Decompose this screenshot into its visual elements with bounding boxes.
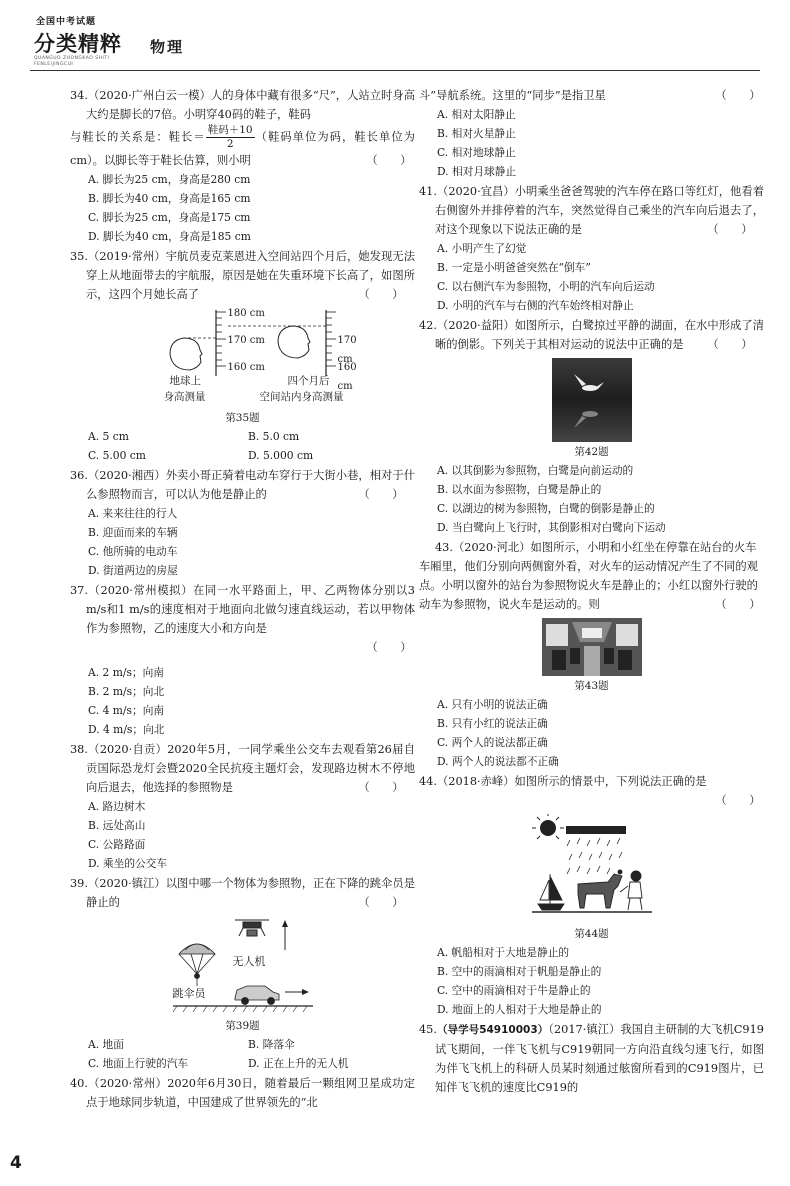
q35-option-c: C. 5.00 cm bbox=[88, 449, 146, 462]
q42-option-c: C. 以湖边的树为参照物，白鹭的倒影是静止的 bbox=[437, 502, 655, 515]
q42-option-a: A. 以其倒影为参照物，白鹭是向前运动的 bbox=[437, 464, 634, 477]
q43-train-photo bbox=[542, 618, 642, 676]
cow-icon bbox=[578, 870, 622, 908]
q34-line1: 34.（2020·广州白云一模）人的身体中藏有很多“尺”，人站立时身高大约是脚长的7倍。小明穿40码的鞋子，鞋码 bbox=[70, 89, 415, 121]
q43-figure bbox=[542, 618, 642, 676]
q36-option-b: B. 迎面而来的车辆 bbox=[88, 526, 178, 539]
q36-answer-paren: （ ） bbox=[358, 488, 404, 501]
q34-answer-paren: （ ） bbox=[366, 154, 412, 167]
q44-option-d: D. 地面上的人相对于大地是静止的 bbox=[437, 1003, 602, 1016]
q39-option-c: C. 地面上行驶的汽车 bbox=[88, 1057, 189, 1070]
q43-option-c: C. 两个人的说法都正确 bbox=[437, 736, 548, 749]
q39-option-b: B. 降落伞 bbox=[248, 1038, 295, 1051]
person-icon bbox=[620, 871, 642, 910]
q34-numerator: 鞋码＋10 bbox=[207, 124, 253, 136]
q45-guide-tag: （导学号54910003） bbox=[436, 1024, 549, 1036]
q40-option-a: A. 相对太阳静止 bbox=[437, 108, 516, 121]
page-number: 4 bbox=[10, 1153, 22, 1173]
q35-label-160-right: 160 cm bbox=[337, 362, 357, 392]
parachute-icon bbox=[179, 944, 215, 986]
q40-text: 40.（2020·常州）2020年6月30日，随着最后一颗组网卫星成功定点于地球同步轨道，中国建成了世界领先的“北 bbox=[70, 1077, 415, 1109]
q39-figure bbox=[173, 916, 313, 1016]
q41-option-c: C. 以右侧汽车为参照物，小明的汽车向后运动 bbox=[437, 280, 655, 293]
question-37 bbox=[70, 581, 415, 739]
q42-option-d: D. 当白鹭向上飞行时，其倒影相对白鹭向下运动 bbox=[437, 521, 666, 534]
q36-option-c: C. 他所骑的电动车 bbox=[88, 545, 178, 558]
rain-icon bbox=[567, 838, 622, 874]
q40-option-d: D. 相对月球静止 bbox=[437, 165, 517, 178]
q39-answer-paren: （ ） bbox=[358, 896, 404, 909]
series-small-title: 全国中考试题 bbox=[36, 17, 97, 27]
q44-option-a: A. 帆船相对于大地是静止的 bbox=[437, 946, 570, 959]
q34-fraction bbox=[206, 124, 255, 151]
q42-text: 42.（2020·益阳）如图所示，白鹭掠过平静的湖面，在水中形成了清晰的倒影。下列关于其相对运动的说法中正确的是 bbox=[419, 319, 764, 351]
q35-label-after: 四个月后 bbox=[287, 375, 330, 387]
question-42 bbox=[419, 316, 764, 537]
q37-option-d: D. 4 m/s；向北 bbox=[88, 723, 165, 736]
q37-option-b: B. 2 m/s；向北 bbox=[88, 685, 165, 698]
q42-figure bbox=[552, 358, 632, 442]
q39-options-row2 bbox=[70, 1054, 415, 1073]
q42-option-b: B. 以水面为参照物，白鹭是静止的 bbox=[437, 483, 602, 496]
q40-continued-text: 斗”导航系统。这里的“同步”是指卫星 bbox=[419, 89, 606, 102]
question-36 bbox=[70, 466, 415, 580]
q34-formula-line bbox=[70, 124, 415, 170]
q35-label-180: 180 cm bbox=[227, 308, 265, 319]
q39-label-drone: 无人机 bbox=[232, 955, 266, 968]
question-34 bbox=[70, 86, 415, 246]
q35-options-row2 bbox=[70, 446, 415, 465]
q36-option-d: D. 街道两边的房屋 bbox=[88, 564, 178, 577]
q43-text: 43.（2020·河北）如图所示，小明和小红坐在停靠在站台的火车车厢里，他们分别向两侧窗外看，对火车的运动情况产生了不同的观点。小明以窗外的站台为参照物说火车是静止的；小红以窗外行驶的动车为参照物，说火车是运动的。则 bbox=[419, 541, 758, 611]
question-45 bbox=[419, 1020, 764, 1097]
q41-option-b: B. 一定是小明爸爸突然在“倒车” bbox=[437, 261, 591, 274]
q39-option-d: D. 正在上升的无人机 bbox=[248, 1057, 349, 1070]
q41-option-d: D. 小明的汽车与右侧的汽车始终相对静止 bbox=[437, 299, 634, 312]
page-header bbox=[30, 14, 760, 78]
q40-option-c: C. 相对地球静止 bbox=[437, 146, 516, 159]
q41-text: 41.（2020·宜昌）小明乘坐爸爸驾驶的汽车停在路口等红灯，他看着右侧窗外并排停着的汽车，突然觉得自己乘坐的汽车向后退去了，对这个现象以下说法正确的是 bbox=[419, 185, 764, 236]
q44-answer-paren: （ ） bbox=[715, 794, 761, 807]
q44-rain-scene bbox=[532, 814, 652, 924]
q41-answer-paren: （ ） bbox=[707, 223, 753, 236]
q35-text: 35.（2019·常州）宇航员麦克莱恩进入空间站四个月后，她发现无法穿上从地面带去的宇航服，原因是她在失重环境下长高了，如图所示，这四个月她长高了 bbox=[70, 250, 415, 301]
q35-options-row1 bbox=[70, 427, 415, 446]
q40-answer-paren: （ ） bbox=[715, 89, 761, 102]
right-column bbox=[419, 86, 764, 1098]
q38-text: 38.（2020·自贡）2020年5月，一同学乘坐公交车去观看第26届自贡国际恐龙灯会暨2020全民抗疫主题灯会，发现路边树木不停地向后退去，他选择的参照物是 bbox=[70, 743, 415, 794]
q44-caption: 第44题 bbox=[574, 928, 609, 940]
q43-caption: 第43题 bbox=[574, 680, 609, 692]
header-rule bbox=[30, 70, 760, 71]
q38-answer-paren: （ ） bbox=[358, 781, 404, 794]
q34-option-d: D. 脚长为40 cm，身高是185 cm bbox=[88, 230, 251, 243]
q40-option-b: B. 相对火星静止 bbox=[437, 127, 516, 140]
sailboat-icon bbox=[538, 874, 564, 910]
q44-text: 44.（2018·赤峰）如图所示的情景中，下列说法正确的是 bbox=[419, 775, 707, 788]
q37-answer-paren: （ ） bbox=[366, 641, 412, 654]
question-43 bbox=[419, 538, 764, 771]
q34-denominator: 2 bbox=[226, 138, 234, 150]
q39-text: 39.（2020·镇江）以图中哪一个物体为参照物，正在下降的跳伞员是静止的 bbox=[70, 877, 415, 909]
q35-answer-paren: （ ） bbox=[358, 288, 404, 301]
q42-caption: 第42题 bbox=[574, 446, 609, 458]
q44-option-b: B. 空中的雨滴相对于帆船是静止的 bbox=[437, 965, 602, 978]
q38-option-c: C. 公路路面 bbox=[88, 838, 146, 851]
question-40 bbox=[70, 1074, 415, 1112]
q39-options-row1 bbox=[70, 1035, 415, 1054]
q39-label-jumper: 跳伞员 bbox=[172, 987, 206, 1000]
q34-post: （鞋码单位为码，鞋长单位为cm）。以脚长等于鞋长估算，则小明 bbox=[70, 130, 415, 167]
q43-option-a: A. 只有小明的说法正确 bbox=[437, 698, 548, 711]
q35-figure bbox=[118, 308, 368, 408]
q35-label-earth-measure: 身高测量 bbox=[163, 391, 206, 403]
q37-text: 37.（2020·常州模拟）在同一水平路面上，甲、乙两物体分别以3 m/s和1 m/s的速度相对于地面向北做匀速直线运动，若以甲物体作为参照物，乙的速度大小和方向是 bbox=[70, 584, 415, 635]
q38-option-b: B. 远处高山 bbox=[88, 819, 146, 832]
earth-head-icon bbox=[170, 338, 202, 370]
car-icon bbox=[235, 986, 279, 1005]
q37-option-c: C. 4 m/s；向南 bbox=[88, 704, 165, 717]
q34-option-c: C. 脚长为25 cm，身高是175 cm bbox=[88, 211, 251, 224]
q35-label-170-left: 170 cm bbox=[227, 335, 265, 346]
q39-option-a: A. 地面 bbox=[88, 1038, 124, 1051]
q43-answer-paren: （ ） bbox=[715, 598, 761, 611]
q39-caption: 第39题 bbox=[225, 1020, 260, 1032]
q44-option-c: C. 空中的雨滴相对于牛是静止的 bbox=[437, 984, 591, 997]
sun-icon bbox=[532, 814, 564, 839]
question-40-continued bbox=[419, 86, 764, 181]
q34-pre: 与鞋长的关系是：鞋长＝ bbox=[70, 130, 206, 144]
cloud-icon bbox=[566, 826, 626, 834]
q36-option-a: A. 来来往往的行人 bbox=[88, 507, 178, 520]
question-35 bbox=[70, 247, 415, 465]
q35-option-a: A. 5 cm bbox=[88, 430, 129, 443]
question-41 bbox=[419, 182, 764, 315]
q35-label-earth: 地球上 bbox=[169, 375, 201, 387]
station-head-icon bbox=[278, 326, 310, 358]
question-38 bbox=[70, 740, 415, 873]
q38-option-d: D. 乘坐的公交车 bbox=[88, 857, 168, 870]
drone-icon bbox=[235, 920, 269, 936]
q35-option-d: D. 5.000 cm bbox=[248, 449, 314, 462]
q45-number: 45. bbox=[419, 1023, 437, 1036]
series-title: 分类精粹 bbox=[34, 31, 122, 56]
q44-figure bbox=[532, 814, 652, 924]
q34-option-b: B. 脚长为40 cm，身高是165 cm bbox=[88, 192, 251, 205]
q38-option-a: A. 路边树木 bbox=[88, 800, 146, 813]
subject-title: 物理 bbox=[150, 38, 185, 56]
q43-option-d: D. 两个人的说法都不正确 bbox=[437, 755, 559, 768]
question-44 bbox=[419, 772, 764, 1019]
question-39 bbox=[70, 874, 415, 1073]
q34-option-a: A. 脚长为25 cm，身高是280 cm bbox=[88, 173, 251, 186]
q41-option-a: A. 小明产生了幻觉 bbox=[437, 242, 527, 255]
q35-option-b: B. 5.0 cm bbox=[248, 430, 300, 443]
q43-option-b: B. 只有小红的说法正确 bbox=[437, 717, 548, 730]
q35-label-170-right: 170 cm bbox=[337, 335, 357, 365]
q45-text: （2017·镇江）我国自主研制的大飞机C919试飞期间，一伴飞飞机与C919朝同一方向沿直线匀速飞行，如图为伴飞飞机上的科研人员某时刻通过舷窗所看到的C919图片，已知伴飞飞机的速度比C919的 bbox=[435, 1023, 764, 1094]
q42-answer-paren: （ ） bbox=[707, 338, 753, 351]
q42-egret-photo bbox=[552, 358, 632, 442]
q35-caption: 第35题 bbox=[225, 412, 260, 424]
q35-label-station: 空间站内身高测量 bbox=[259, 391, 344, 403]
left-column bbox=[70, 86, 415, 1113]
q36-text: 36.（2020·湘西）外卖小哥正骑着电动车穿行于大街小巷，相对于什么参照物而言，可以认为他是静止的 bbox=[70, 469, 415, 501]
q35-label-160-left: 160 cm bbox=[227, 362, 265, 373]
q37-option-a: A. 2 m/s；向南 bbox=[88, 666, 164, 679]
series-pinyin: QUANGUO ZHONGKAO SHITI FENLEIJINGCUI bbox=[34, 56, 110, 67]
